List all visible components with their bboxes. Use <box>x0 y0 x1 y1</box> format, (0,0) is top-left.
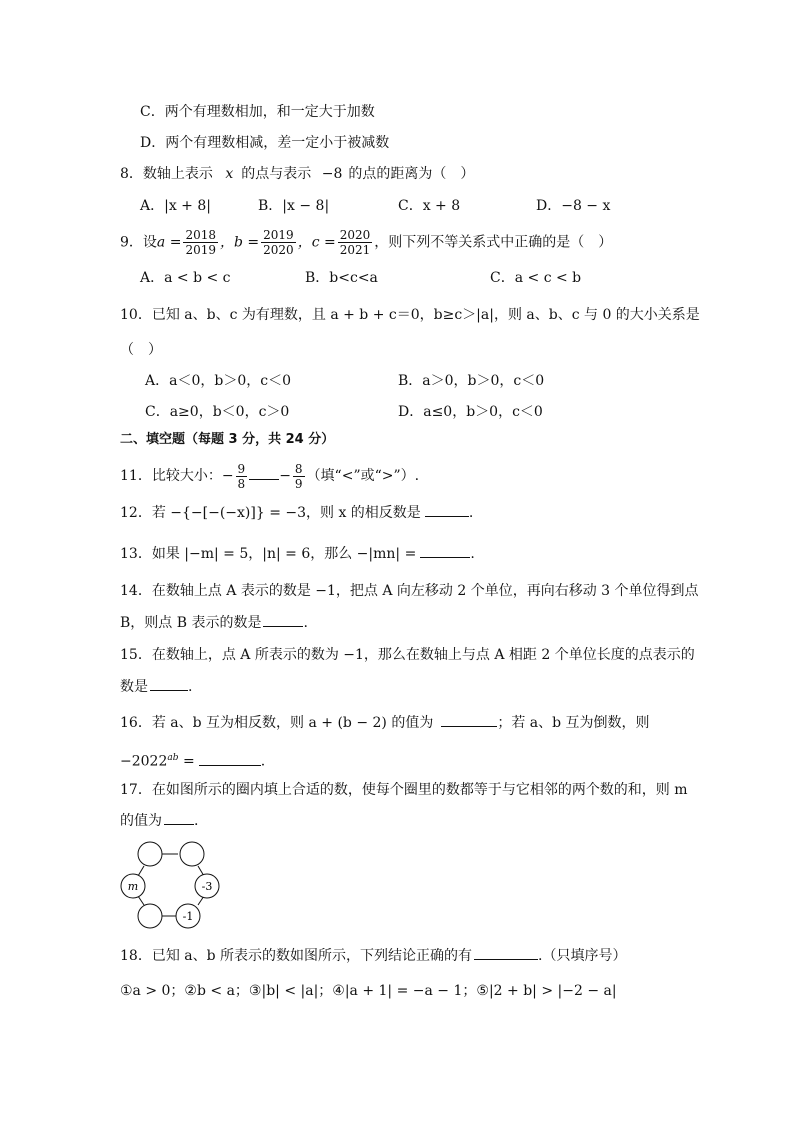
question-15: 15．在数轴上，点 A 所表示的数为 −1，那么在数轴上与点 A 相距 2 个单位长度的点表示的 <box>120 647 695 663</box>
question-11 <box>120 458 419 494</box>
q9-option-b: B．b<c<a <box>305 270 378 286</box>
q9-fraction-b: $\frac{2019}{2020}$ <box>263 228 294 257</box>
q8-option-b: B．|x − 8| <box>258 198 330 214</box>
q15-answer-blank[interactable] <box>150 676 188 691</box>
q14-answer-blank[interactable] <box>263 612 303 627</box>
q13-answer-blank[interactable] <box>420 543 470 558</box>
question-9 <box>120 228 612 257</box>
q9-text-1: 设 <box>142 234 157 251</box>
question-16-line2: $-2022^{ab}$ = . <box>120 748 265 772</box>
q12-answer-blank[interactable] <box>425 502 469 517</box>
q18-text-1: 18．已知 a、b 所表示的数如图所示，下列结论正确的有 <box>120 948 473 964</box>
q10-option-a: A．a＜0，b＞0，c＜0 <box>145 373 291 389</box>
circle-label-m: m <box>127 880 139 893</box>
q16-answer-blank-1[interactable] <box>441 712 497 727</box>
option-7c: C．两个有理数相加，和一定大于加数 <box>140 104 375 120</box>
q16-text-1: 16．若 a、b 互为相反数，则 a + (b − 2) 的值为 <box>120 715 434 731</box>
q16-exponent: ab <box>167 753 179 763</box>
q11-text: 11．比较大小：− <box>120 468 234 484</box>
q16-base: −2022 <box>120 753 168 770</box>
q8-text-3: 的点的距离为（ ） <box>348 166 475 182</box>
question-13: 13．如果 |−m| = 5，|n| = 6，那么 −|mn| = . <box>120 543 475 564</box>
q9-b-label: ，b = <box>220 234 260 251</box>
q17-answer-blank[interactable] <box>164 810 194 825</box>
q8-option-c: C．x + 8 <box>398 198 461 214</box>
q9-c-label: ，c = <box>297 234 336 251</box>
q8-value: −8 <box>321 166 343 182</box>
q9-fraction-c: $\frac{2020}{2021}$ <box>339 228 371 257</box>
question-17-line2: 的值为 . <box>120 810 198 831</box>
q9-option-a: A．a < b < c <box>140 270 231 286</box>
question-16 <box>120 712 650 733</box>
q15-text: 数是 <box>120 679 148 695</box>
circle-ring-diagram <box>116 840 226 932</box>
q9-fraction-a: $\frac{2018}{2019}$ <box>185 228 216 257</box>
q16-answer-blank-2[interactable] <box>199 751 261 766</box>
q8-option-d: D．−8 − x <box>536 198 611 214</box>
question-15-line2: 数是 . <box>120 676 192 697</box>
circle-top-right <box>180 842 204 866</box>
q9-option-c: C．a < c < b <box>490 270 582 286</box>
section-heading: 二、填空题（每题 3 分，共 24 分） <box>120 432 335 447</box>
circle-top-left <box>138 842 162 866</box>
question-10: 10．已知 a、b、c 为有理数，且 a + b + c＝0，b≥c＞|a|，则 a、b、c 与 0 的大小关系是 <box>120 307 700 323</box>
q13-text: 13．如果 |−m| = 5，|n| = 6，那么 −|mn| = <box>120 546 417 562</box>
q11-answer-blank[interactable] <box>249 465 279 480</box>
q9-number: 9． <box>120 234 143 251</box>
question-18 <box>120 945 626 966</box>
q18-answer-blank[interactable] <box>474 945 538 960</box>
question-14-line2: B，则点 B 表示的数是 . <box>120 612 308 633</box>
question-10-paren: （ ） <box>120 342 162 358</box>
q14-text: B，则点 B 表示的数是 <box>120 615 262 631</box>
circle-label-right: -3 <box>201 880 213 893</box>
q17-text: 的值为 <box>120 813 162 829</box>
question-14: 14．在数轴上点 A 表示的数是 −1，把点 A 向左移动 2 个单位，再向右移动 3 个单位得到点 <box>120 583 699 599</box>
edge-bottom-left <box>138 896 144 905</box>
q11-tail: （填“<”或“>”）. <box>306 468 420 484</box>
question-8 <box>120 164 474 184</box>
q11-fraction-1: $\frac{9}{8}$ <box>237 461 246 491</box>
q8-variable: x <box>225 166 234 182</box>
q9-a-label: a = <box>156 234 182 251</box>
circle-label-bottom-right: -1 <box>182 910 194 923</box>
question-12: 12．若 −{−[−(−x)]} = −3，则 x 的相反数是 . <box>120 502 473 523</box>
q10-option-b: B．a＞0，b＞0，c＜0 <box>398 373 545 389</box>
q16-text-2: ；若 a、b 互为倒数，则 <box>497 715 650 731</box>
question-18-statements: ①a > 0；②b < a；③|b| < |a|；④|a + 1| = −a − 1；⑤|2 + b| > |−2 − a| <box>120 983 617 999</box>
edge-top-left <box>138 866 144 876</box>
q11-minus: − <box>279 468 291 484</box>
q11-fraction-2: $\frac{8}{9}$ <box>294 461 303 491</box>
question-17: 17．在如图所示的圈内填上合适的数，使每个圈里的数都等于与它相邻的两个数的和，则 m <box>120 782 688 798</box>
q18-text-2: .（只填序号） <box>538 948 627 964</box>
q10-option-d: D．a≤0，b＞0，c＜0 <box>398 404 543 420</box>
q8-number: 8． <box>120 166 143 182</box>
q8-text-1: 数轴上表示 <box>142 166 213 182</box>
q8-option-a: A．|x + 8| <box>140 198 211 214</box>
option-7d: D．两个有理数相减，差一定小于被减数 <box>140 135 390 151</box>
q8-text-2: 的点与表示 <box>241 166 312 182</box>
q10-option-c: C．a≥0，b＜0，c＞0 <box>145 404 290 420</box>
q12-text: 12．若 −{−[−(−x)]} = −3，则 x 的相反数是 <box>120 505 421 521</box>
circle-bottom-left <box>138 904 162 928</box>
q9-text-2: ，则下列不等关系式中正确的是（ ） <box>374 234 613 251</box>
